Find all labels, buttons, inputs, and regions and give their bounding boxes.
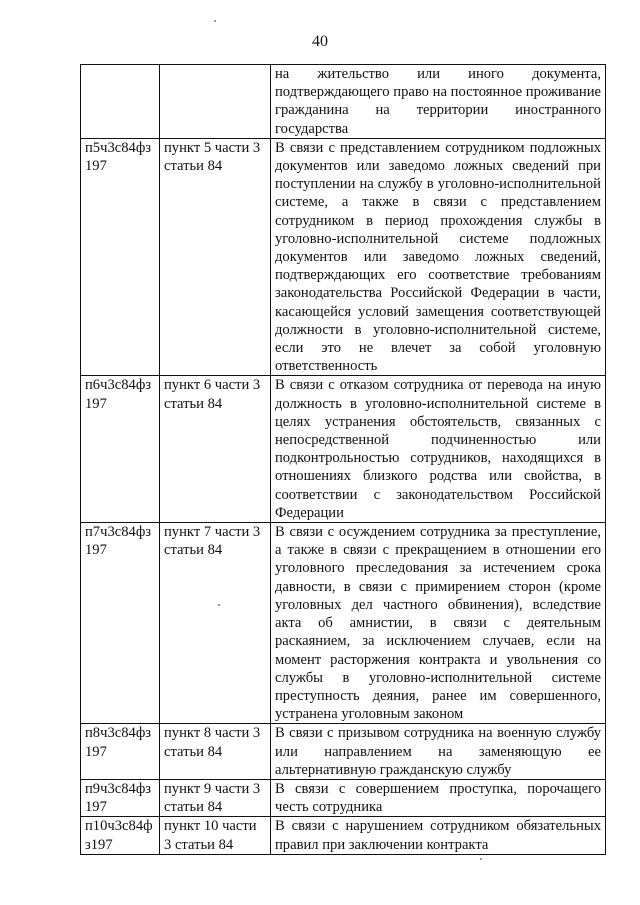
article-cell: пункт 7 части 3 статьи 84 xyxy=(160,523,271,724)
description-cell: В связи с совершением проступка, порочащего честь сотрудника xyxy=(271,779,606,816)
scan-speck xyxy=(218,604,220,606)
table-row xyxy=(81,376,606,523)
table-row xyxy=(81,65,606,139)
code-cell: п9ч3с84фз 197 xyxy=(81,779,160,816)
table-row xyxy=(81,817,606,854)
article-cell: пункт 5 части 3 статьи 84 xyxy=(160,138,271,376)
article-cell xyxy=(160,65,271,139)
description-cell: В связи с нарушением сотрудником обязательных правил при заключении контракта xyxy=(271,817,606,854)
code-cell xyxy=(81,65,160,139)
scan-speck xyxy=(214,20,216,22)
table-row xyxy=(81,138,606,376)
description-cell: В связи с отказом сотрудника от перевода на иную должность в уголовно-исполнительной системе в целях устранения обстоятельств, связанных с непосредственной подчиненностью или подконтрольностью сотрудников, находящихся в отношениях близкого родства или свойства, в соответствии с законодательством Российской Федерации xyxy=(271,376,606,523)
code-cell: п6ч3с84фз 197 xyxy=(81,376,160,523)
description-cell: В связи с призывом сотрудника на военную службу или направлением на заменяющую ее альтернативную гражданскую службу xyxy=(271,724,606,780)
article-cell: пункт 6 части 3 статьи 84 xyxy=(160,376,271,523)
article-cell: пункт 10 части 3 статьи 84 xyxy=(160,817,271,854)
code-cell: п5ч3с84фз 197 xyxy=(81,138,160,376)
description-cell: В связи с представлением сотрудником подложных документов или заведомо ложных сведений при поступлении на службу в уголовно-исполнительной системе, а также в связи с представлением сотрудником в период прохождения службы в уголовно-исполнительной системе подложных документов или заведомо ложных сведений, подтверждающих его соответствие требованиям законодательства Российской Федерации в части, касающейся условий замещения соответствующей должности в уголовно-исполнительной системе, если это не влечет за собой уголовную ответственность xyxy=(271,138,606,376)
article-cell: пункт 8 части 3 статьи 84 xyxy=(160,724,271,780)
article-cell: пункт 9 части 3 статьи 84 xyxy=(160,779,271,816)
page-number: 40 xyxy=(312,33,328,50)
table-row xyxy=(81,779,606,816)
code-cell: п8ч3с84фз 197 xyxy=(81,724,160,780)
table-row xyxy=(81,724,606,780)
dismissal-codes-table xyxy=(80,64,606,855)
description-cell: В связи с осуждением сотрудника за преступление, а также в связи с прекращением в отношении его уголовного преследования за истечением срока давности, в связи с примирением сторон (кроме уголовных дел частного обвинения), вследствие акта об амнистии, в связи с деятельным раскаянием, за исключением случаев, если на момент расторжения контракта и увольнения со службы в уголовно-исполнительной системе преступность деяния, ранее им совершенного, устранена уголовным законом xyxy=(271,523,606,724)
code-cell: п10ч3с84ф з197 xyxy=(81,817,160,854)
table-row xyxy=(81,523,606,724)
scan-speck xyxy=(480,858,482,860)
code-cell: п7ч3с84фз 197 xyxy=(81,523,160,724)
description-cell: на жительство или иного документа, подтверждающего право на постоянное проживание гражданина на территории иностранного государства xyxy=(271,65,606,139)
